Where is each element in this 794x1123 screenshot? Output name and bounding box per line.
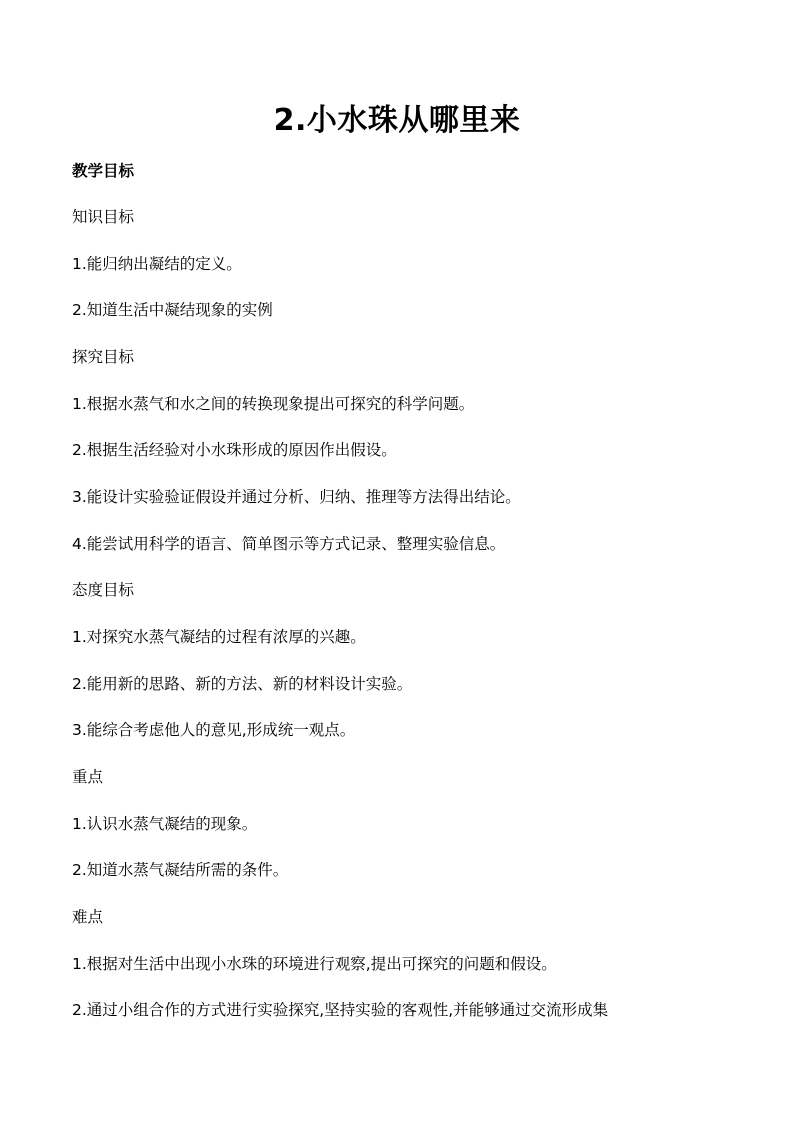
paragraph-line: 1.根据对生活中出现小水珠的环境进行观察,提出可探究的问题和假设。: [72, 955, 557, 973]
subheading-key-points: 重点: [72, 768, 104, 786]
heading-teaching-objectives: 教学目标: [72, 162, 135, 180]
paragraph-line: 1.对探究水蒸气凝结的过程有浓厚的兴趣。: [72, 628, 366, 646]
subheading-difficulties: 难点: [72, 908, 104, 926]
paragraph-line: 1.认识水蒸气凝结的现象。: [72, 815, 258, 833]
paragraph-line: 2.能用新的思路、新的方法、新的材料设计实验。: [72, 675, 413, 693]
subheading-attitude-objectives: 态度目标: [72, 581, 135, 599]
paragraph-line: 2.根据生活经验对小水珠形成的原因作出假设。: [72, 441, 397, 459]
paragraph-line: 2.知道生活中凝结现象的实例: [72, 301, 273, 319]
paragraph-line: 3.能设计实验验证假设并通过分析、归纳、推理等方法得出结论。: [72, 488, 521, 506]
subheading-inquiry-objectives: 探究目标: [72, 348, 135, 366]
paragraph-line: 4.能尝试用科学的语言、简单图示等方式记录、整理实验信息。: [72, 535, 506, 553]
subheading-knowledge-objectives: 知识目标: [72, 208, 135, 226]
paragraph-line: 3.能综合考虑他人的意见,形成统一观点。: [72, 721, 356, 739]
paragraph-line: 2.通过小组合作的方式进行实验探究,坚持实验的客观性,并能够通过交流形成集: [72, 1001, 609, 1019]
paragraph-line: 1.能归纳出凝结的定义。: [72, 255, 242, 273]
paragraph-line: 2.知道水蒸气凝结所需的条件。: [72, 861, 289, 879]
document-title: 2.小水珠从哪里来: [273, 103, 521, 138]
paragraph-line: 1.根据水蒸气和水之间的转换现象提出可探究的科学问题。: [72, 395, 475, 413]
